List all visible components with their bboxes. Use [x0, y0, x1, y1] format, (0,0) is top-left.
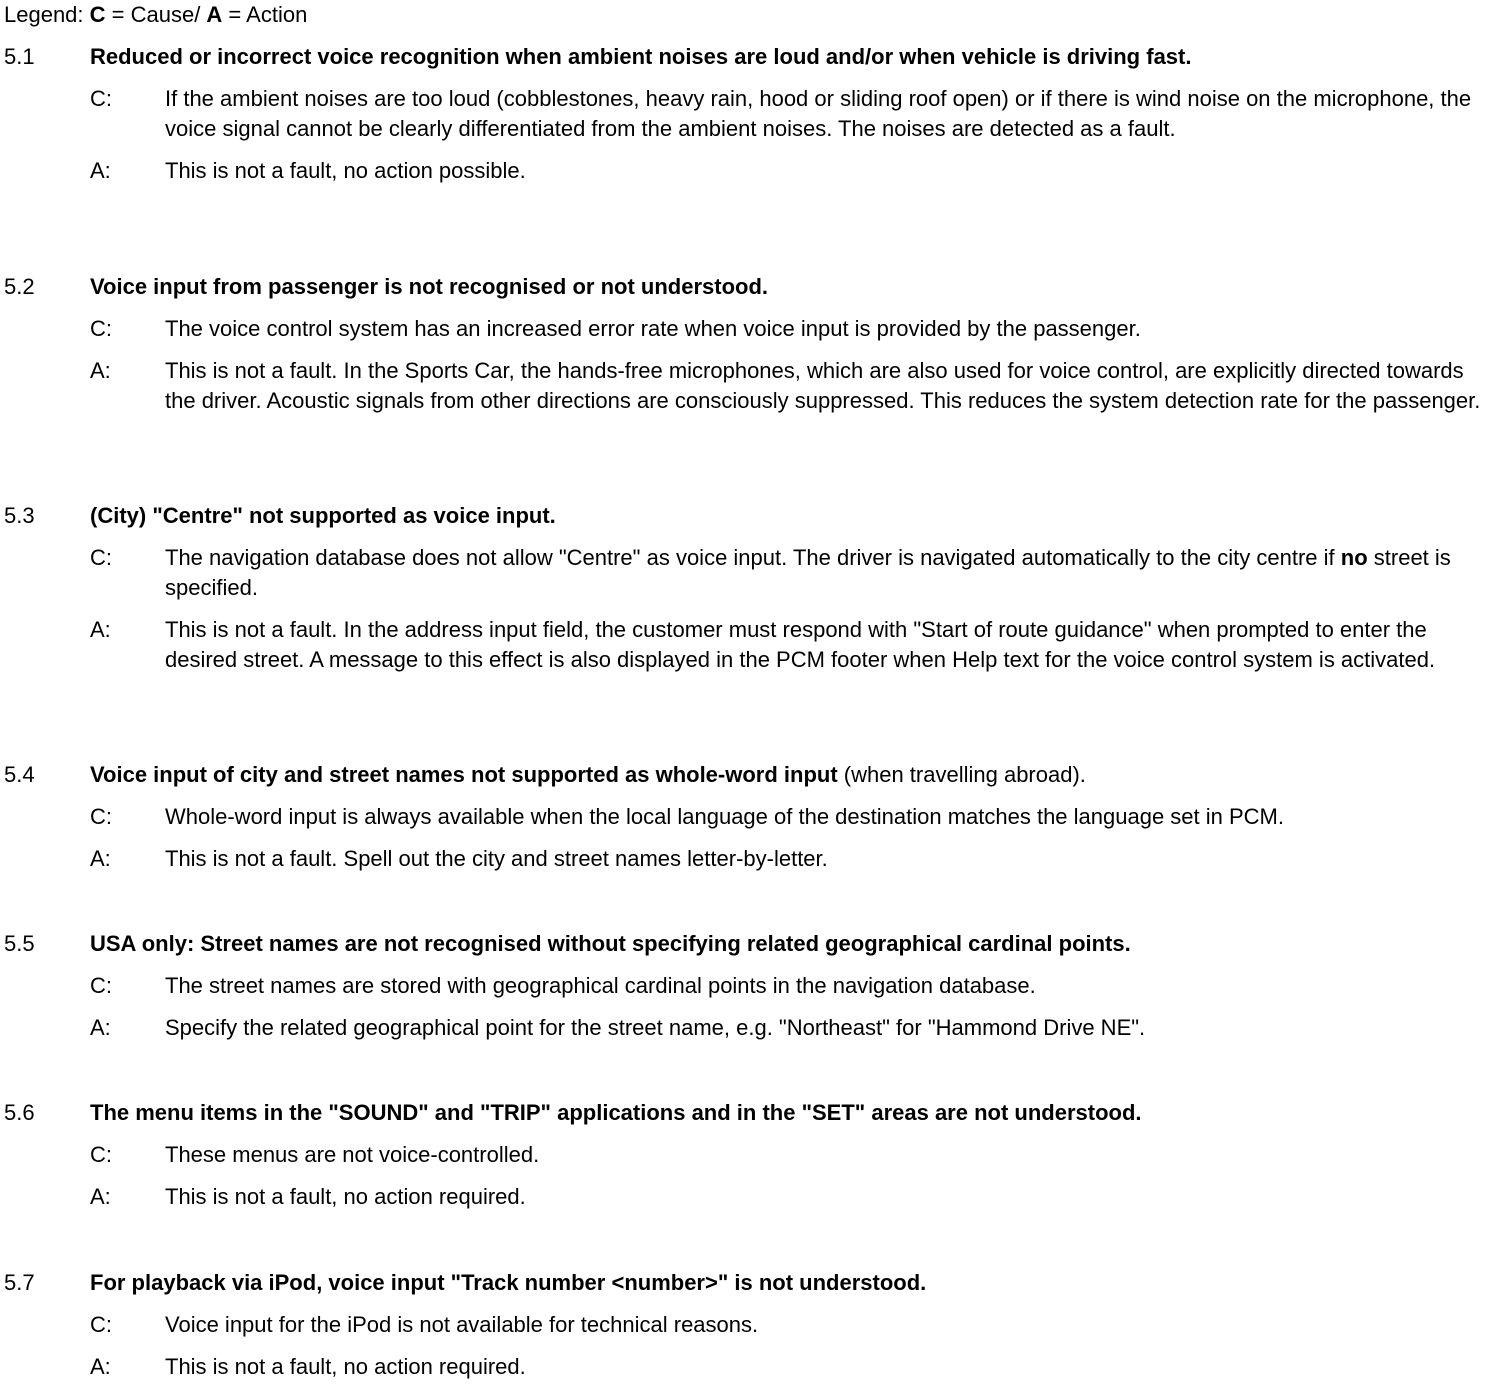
- action-label: A:: [90, 358, 111, 383]
- section-5-5: [0, 929, 1504, 1043]
- action-text: Specify the related geographical point for the street name, e.g. "Northeast" for "Hammond Drive NE".: [165, 1015, 1146, 1040]
- cause-label: C:: [90, 86, 112, 111]
- section-5-6: [0, 1098, 1504, 1212]
- action-text: This is not a fault. Spell out the city and street names letter-by-letter.: [165, 846, 828, 871]
- cause-label: C:: [90, 1312, 112, 1337]
- cause-text-pre: The navigation database does not allow "Centre" as voice input. The driver is navigated automatically to the city centre if: [165, 545, 1341, 570]
- section-title-bold: The menu items in the "SOUND" and "TRIP" applications and in the "SET" areas are not understood.: [90, 1100, 1142, 1125]
- legend-action-text: = Action: [222, 2, 308, 27]
- section-title: [90, 1098, 1142, 1128]
- action-row: [0, 1182, 1504, 1212]
- section-5-3: [0, 501, 1504, 675]
- section-number: 5.2: [4, 274, 35, 299]
- section-5-2: [0, 272, 1504, 416]
- section-title-bold: (City) "Centre" not supported as voice input.: [90, 503, 556, 528]
- cause-text: Voice input for the iPod is not available for technical reasons.: [165, 1312, 759, 1337]
- cause-label: C:: [90, 973, 112, 998]
- section-number: 5.1: [4, 44, 35, 69]
- section-number: 5.7: [4, 1270, 35, 1295]
- cause-text-post: street is specified.: [165, 545, 1451, 600]
- cause-label: C:: [90, 1142, 112, 1167]
- action-label: A:: [90, 1015, 111, 1040]
- cause-row: [0, 1140, 1504, 1170]
- cause-text: If the ambient noises are too loud (cobblestones, heavy rain, hood or sliding roof open) or if there is wind noise on the microphone, the voice signal cannot be clearly differentiated from the ambient noises. The noises are detected as a fault.: [165, 86, 1472, 141]
- section-number: 5.3: [4, 503, 35, 528]
- section-title-bold: Voice input of city and street names not supported as whole-word input: [90, 762, 838, 787]
- section-title: [90, 501, 556, 531]
- action-row: [0, 844, 1504, 874]
- cause-text: The street names are stored with geographical cardinal points in the navigation database.: [165, 973, 1036, 998]
- action-text: This is not a fault, no action required.: [165, 1354, 526, 1379]
- section-number: 5.6: [4, 1100, 35, 1125]
- cause-label: C:: [90, 545, 112, 570]
- cause-label: C:: [90, 804, 112, 829]
- action-row: [0, 356, 1504, 416]
- action-label: A:: [90, 846, 111, 871]
- section-5-7: [0, 1268, 1504, 1382]
- cause-text-bold: no: [1340, 545, 1368, 570]
- section-number: 5.5: [4, 931, 35, 956]
- section-number: 5.4: [4, 762, 35, 787]
- section-5-4: [0, 760, 1504, 874]
- section-title-bold: USA only: Street names are not recognised without specifying related geographical cardinal points.: [90, 931, 1131, 956]
- cause-row: [0, 971, 1504, 1001]
- action-label: A:: [90, 158, 111, 183]
- section-title: [90, 929, 1131, 959]
- cause-text: The voice control system has an increased error rate when voice input is provided by the passenger.: [165, 316, 1141, 341]
- legend-cause-text: = Cause/: [105, 2, 207, 27]
- legend: [4, 0, 307, 30]
- cause-row: [0, 802, 1504, 832]
- cause-row: [0, 1310, 1504, 1340]
- section-title: [90, 760, 1086, 790]
- section-title: [90, 272, 768, 302]
- action-row: [0, 1352, 1504, 1382]
- action-row: [0, 1013, 1504, 1043]
- section-title: [90, 42, 1191, 72]
- cause-row: [0, 84, 1504, 144]
- section-title: [90, 1268, 926, 1298]
- action-label: A:: [90, 1354, 111, 1379]
- action-text: This is not a fault. In the Sports Car, the hands-free microphones, which are also used for voice control, are explicitly directed towards the driver. Acoustic signals from other directions are consciously suppressed. This reduces the system detection rate for the passenger.: [165, 358, 1481, 413]
- action-label: A:: [90, 617, 111, 642]
- cause-text: [165, 543, 1491, 603]
- action-row: [0, 615, 1504, 675]
- legend-action-key: A: [206, 2, 223, 27]
- cause-text: Whole-word input is always available when the local language of the destination matches the language set in PCM.: [165, 804, 1284, 829]
- section-5-1: [0, 42, 1504, 186]
- legend-prefix: Legend:: [4, 2, 90, 27]
- action-row: [0, 156, 1504, 186]
- cause-row: [0, 314, 1504, 344]
- action-text: This is not a fault. In the address input field, the customer must respond with "Start of route guidance" when prompted to enter the desired street. A message to this effect is also displayed in the PCM footer when Help text for the voice control system is activated.: [165, 617, 1436, 672]
- action-text: This is not a fault, no action required.: [165, 1184, 526, 1209]
- section-title-bold: Reduced or incorrect voice recognition when ambient noises are loud and/or when vehicle is driving fast.: [90, 44, 1192, 69]
- legend-cause-key: C: [89, 2, 106, 27]
- cause-label: C:: [90, 316, 112, 341]
- section-title-bold: For playback via iPod, voice input "Track number <number>" is not understood.: [90, 1270, 927, 1295]
- action-text: This is not a fault, no action possible.: [165, 158, 526, 183]
- cause-row: [0, 543, 1504, 603]
- section-title-bold: Voice input from passenger is not recognised or not understood.: [90, 274, 768, 299]
- section-title-normal: (when travelling abroad).: [837, 762, 1086, 787]
- action-label: A:: [90, 1184, 111, 1209]
- cause-text: These menus are not voice-controlled.: [165, 1142, 540, 1167]
